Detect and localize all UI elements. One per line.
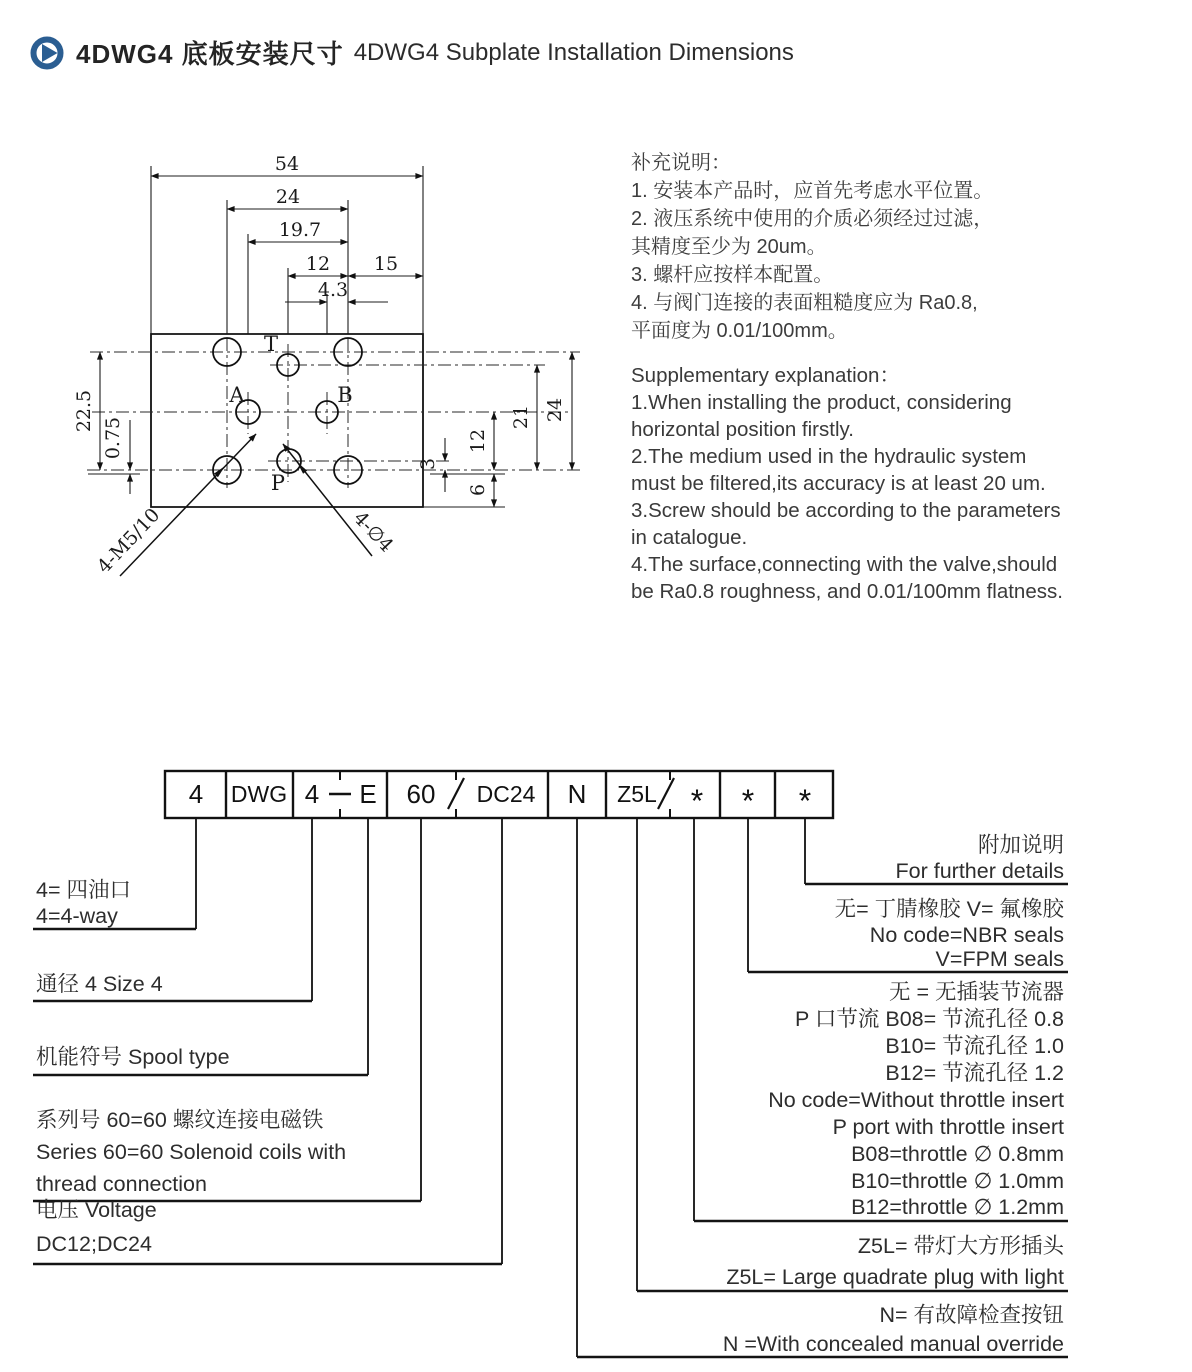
code-cell-star-2: * <box>741 783 755 819</box>
legend-4way-line: 4=4-way <box>36 904 118 928</box>
legend-series-line: thread connection <box>36 1172 207 1196</box>
legend-throttle-line: P 口节流 B08= 节流孔径 0.8 <box>794 1007 1064 1031</box>
legend-override-line: N =With concealed manual override <box>722 1332 1064 1356</box>
note-line: 1.When installing the product, considering <box>631 391 1012 414</box>
legend-plug-line: Z5L= 带灯大方形插头 <box>857 1234 1064 1258</box>
legend-plug-line: Z5L= Large quadrate plug with light <box>726 1265 1064 1289</box>
port-label-b: B <box>337 383 353 407</box>
note-line: 3.Screw should be according to the parameters <box>631 499 1061 522</box>
dim-22-5-label: 22.5 <box>73 389 95 433</box>
note-line: 其精度至少为 20um。 <box>631 236 827 258</box>
legend-series-line: Series 60=60 Solenoid coils with <box>36 1140 347 1164</box>
legend-size-line: 通径 4 Size 4 <box>36 972 163 996</box>
note-line: in catalogue. <box>631 526 748 549</box>
page-header <box>30 34 794 71</box>
code-cell-size: 4 <box>304 779 320 809</box>
dim-4-3-label: 4.3 <box>317 279 349 301</box>
note-line: 平面度为 0.01/100mm。 <box>631 320 848 342</box>
order-code-diagram <box>0 750 1192 1372</box>
dim-24-label: 24 <box>275 186 301 208</box>
notes-chinese <box>631 149 1076 345</box>
legend-details-line: 附加说明 <box>977 833 1064 857</box>
page-title-cn: 4DWG4 底板安装尺寸 <box>76 39 344 69</box>
code-cell-4: 4 <box>188 779 204 809</box>
legend-throttle-line: B10= 节流孔径 1.0 <box>885 1034 1064 1058</box>
note-line: Supplementary explanation： <box>631 364 900 387</box>
code-leader-lines <box>196 818 805 1357</box>
dim-15-label: 15 <box>373 253 399 275</box>
code-cell-star-1: * <box>690 783 704 819</box>
leader-label-port-holes: 4-∅4 <box>349 507 398 557</box>
note-line: 2.The medium used in the hydraulic system <box>631 445 1027 468</box>
port-label-a: A <box>229 383 245 407</box>
legend-throttle-line: P port with throttle insert <box>832 1115 1064 1139</box>
code-cell-dwg: DWG <box>230 781 288 807</box>
note-line: 2. 液压系统中使用的介质必须经过过滤， <box>631 208 994 230</box>
code-cell-voltage: DC24 <box>476 781 536 807</box>
dim-12-label: 12 <box>305 253 331 275</box>
note-line: 4.The surface,connecting with the valve,should <box>631 553 1058 576</box>
code-cell-series: 60 <box>406 779 436 809</box>
leader-label-mounting-holes: 4-M5/10 <box>92 504 165 578</box>
note-line: be Ra0.8 roughness, and 0.01/100mm flatness. <box>631 580 1063 603</box>
dimension-lines-vertical <box>100 352 572 507</box>
port-label-p: P <box>270 471 286 495</box>
note-line: must be filtered,its accuracy is at least 20 um. <box>631 472 1046 495</box>
center-lines <box>87 338 580 488</box>
note-line: 4. 与阀门连接的表面粗糙度应为 Ra0.8, <box>631 292 978 314</box>
play-icon <box>30 36 64 70</box>
legend-throttle-line: B10=throttle ∅ 1.0mm <box>851 1169 1064 1193</box>
note-line: 1. 安装本产品时，应首先考虑水平位置。 <box>631 180 994 202</box>
page-title-en: 4DWG4 Subplate Installation Dimensions <box>353 38 794 66</box>
notes-english <box>631 362 1076 605</box>
legend-series-line: 系列号 60=60 螺纹连接电磁铁 <box>36 1108 324 1132</box>
code-cell-spool: E <box>359 779 377 809</box>
legend-throttle-line: B08=throttle ∅ 0.8mm <box>851 1142 1064 1166</box>
port-holes <box>236 354 338 473</box>
code-cell-z5l: Z5L <box>617 781 657 807</box>
note-line: horizontal position firstly. <box>631 418 854 441</box>
dim-6-label: 6 <box>467 483 489 497</box>
legend-override-line: N= 有故障检查按钮 <box>879 1303 1064 1327</box>
dim-0-75-label: 0.75 <box>102 416 124 460</box>
legend-throttle-line: 无 = 无插装节流器 <box>888 980 1064 1004</box>
legend-voltage-line: DC12;DC24 <box>36 1232 152 1256</box>
dim-3-label: 3 <box>417 457 439 471</box>
legend-seals-line: V=FPM seals <box>935 947 1064 971</box>
code-slash-2 <box>658 778 674 809</box>
dim-19-7-label: 19.7 <box>278 219 322 241</box>
legend-voltage-line: 电压 Voltage <box>36 1198 157 1222</box>
dim-v24-label: 24 <box>544 397 566 423</box>
port-label-t: T <box>263 332 279 356</box>
legend-spool-line: 机能符号 Spool type <box>36 1045 230 1069</box>
legend-throttle-line: No code=Without throttle insert <box>768 1088 1064 1112</box>
legend-left <box>36 878 346 1256</box>
note-line: 补充说明： <box>631 152 731 174</box>
dim-v12-label: 12 <box>467 428 489 454</box>
legend-right <box>723 833 1065 1356</box>
legend-seals-line: 无= 丁腈橡胶 V= 氟橡胶 <box>834 897 1064 921</box>
legend-throttle-line: B12= 节流孔径 1.2 <box>885 1061 1064 1085</box>
code-cell-n: N <box>567 779 587 809</box>
code-slash-1 <box>448 778 464 809</box>
installation-drawing <box>60 140 600 615</box>
legend-details-line: For further details <box>895 859 1064 883</box>
note-line: 3. 螺杆应按样本配置。 <box>631 264 834 286</box>
legend-seals-line: No code=NBR seals <box>869 923 1064 947</box>
dim-54-label: 54 <box>274 153 300 175</box>
legend-4way-line: 4= 四油口 <box>36 878 131 902</box>
legend-throttle-line: B12=throttle ∅ 1.2mm <box>851 1195 1064 1219</box>
plate-outline <box>151 334 423 507</box>
code-cell-star-3: * <box>798 783 812 819</box>
dim-21-label: 21 <box>510 404 532 430</box>
leader-lines <box>120 434 372 576</box>
